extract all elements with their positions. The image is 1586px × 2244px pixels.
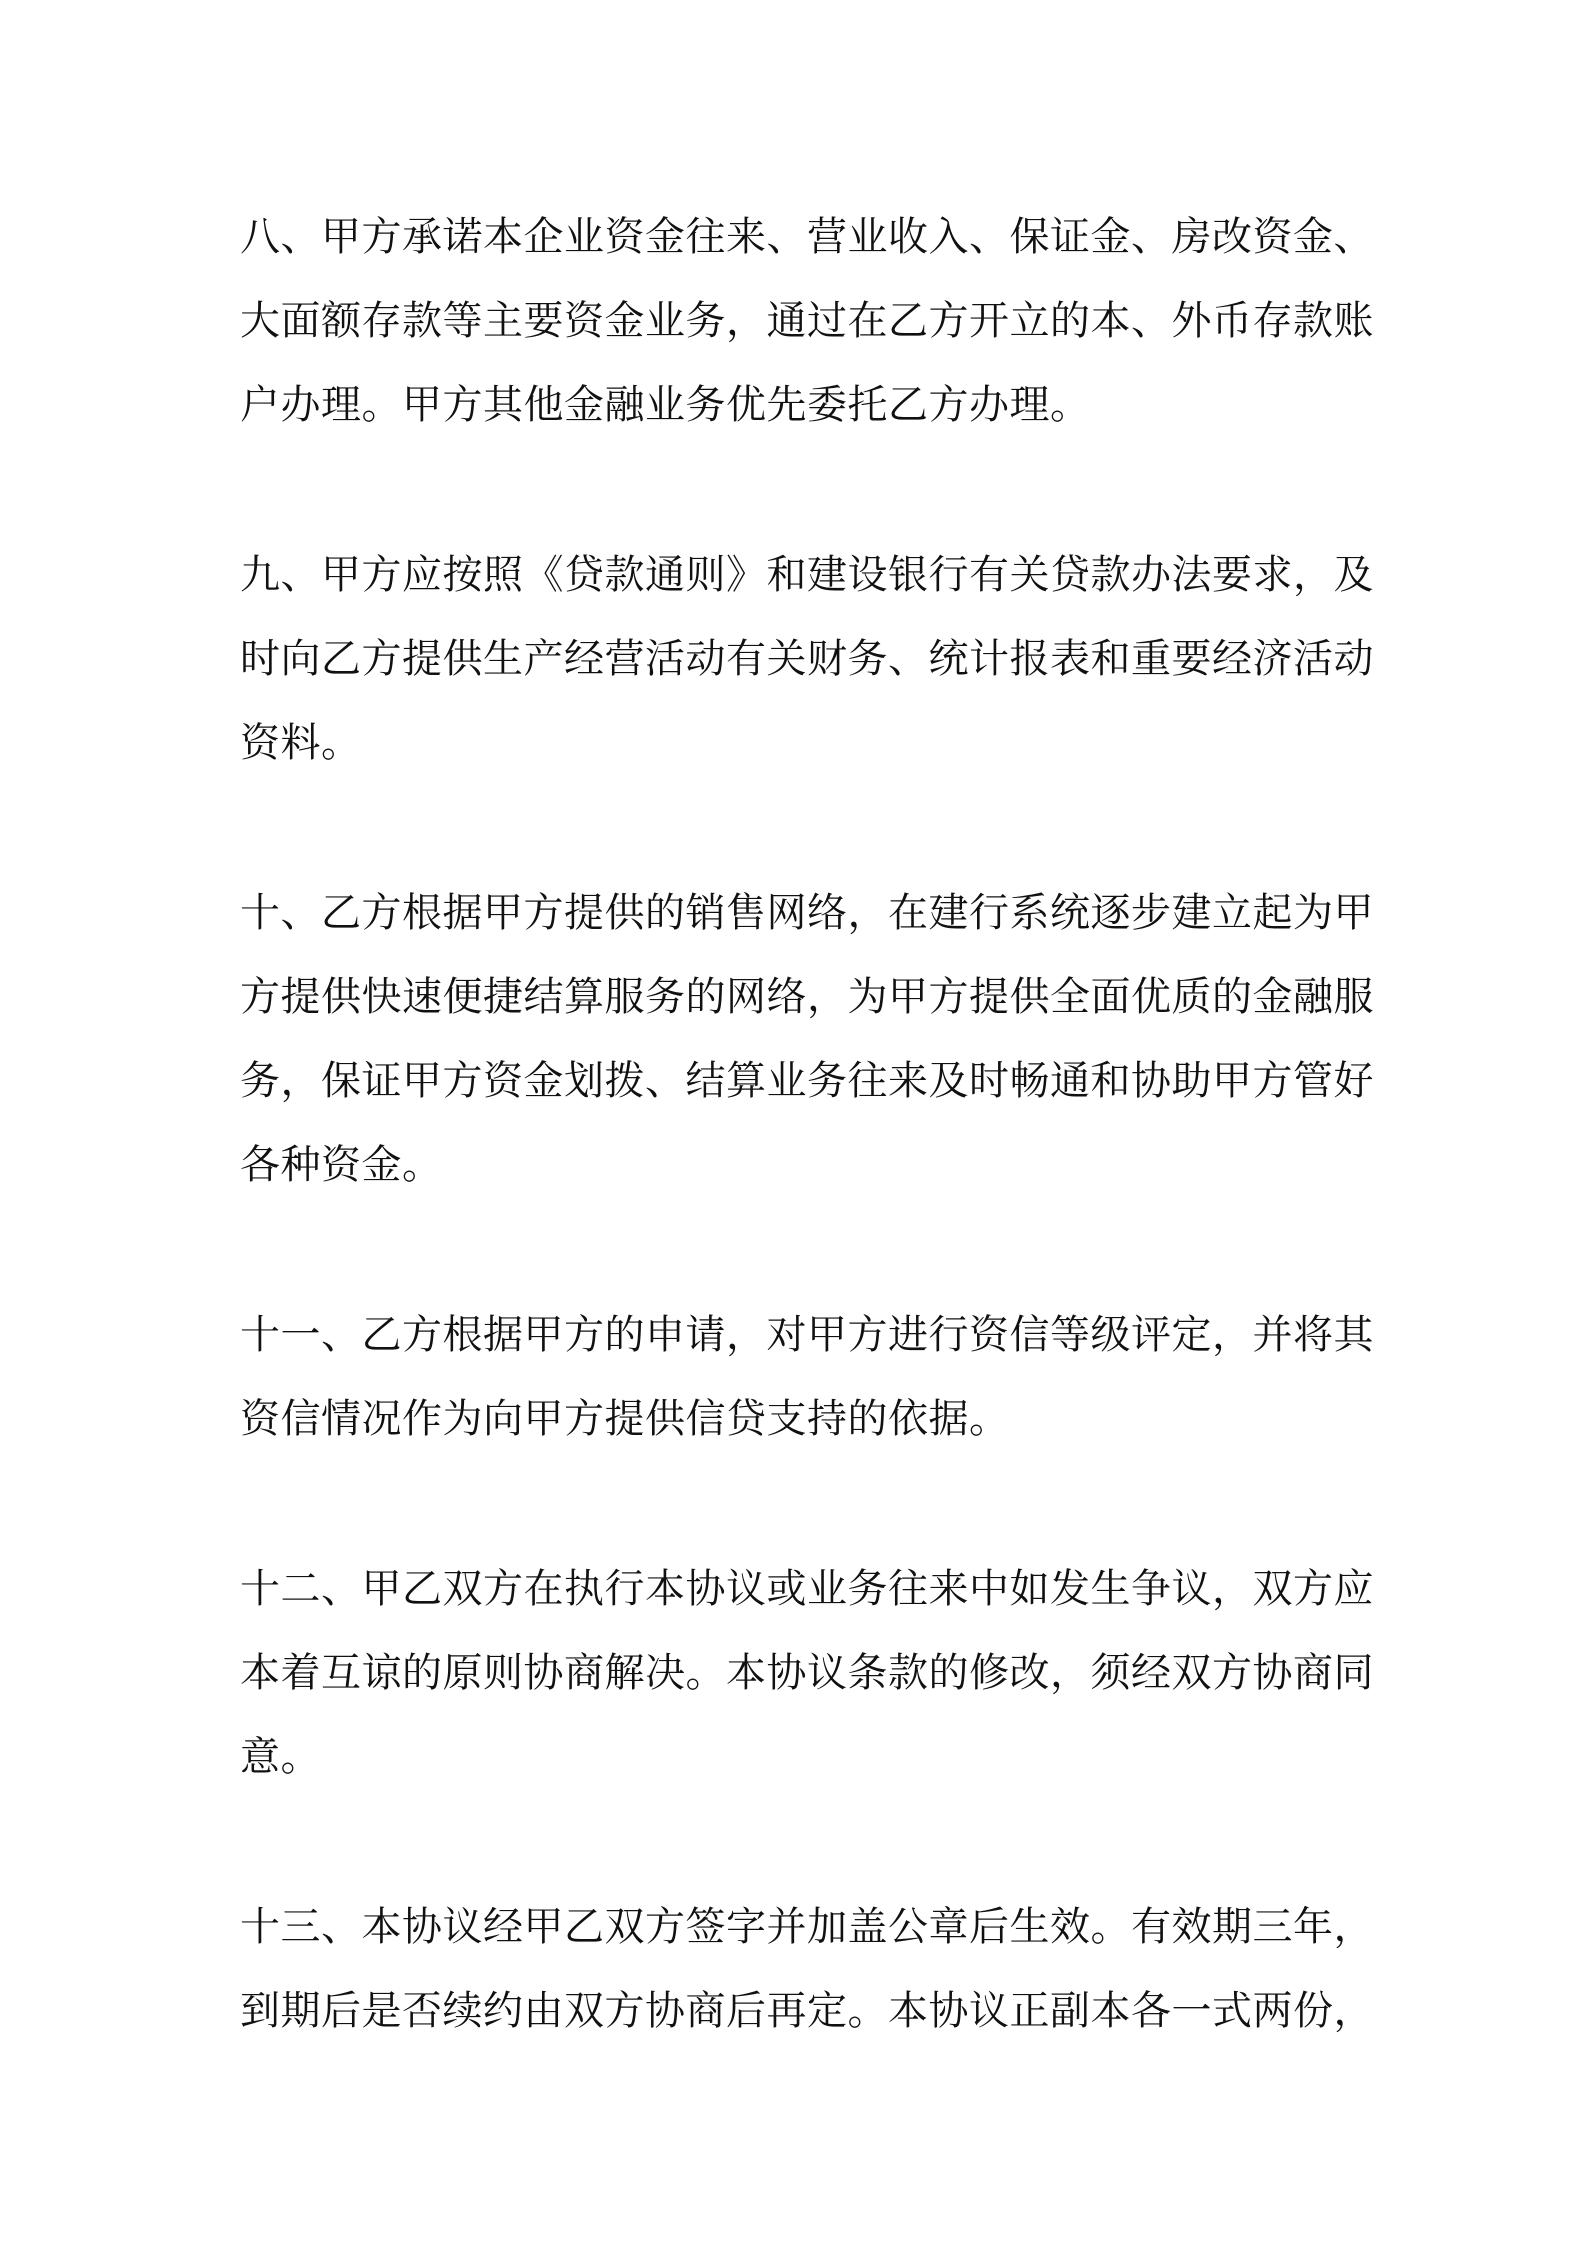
clause-line: 务，保证甲方资金划拨、结算业务往来及时畅通和协助甲方管好 xyxy=(240,1058,1374,1104)
clause-line: 资信情况作为向甲方提供信贷支持的依据。 xyxy=(240,1396,1010,1442)
clause-line: 十一、乙方根据甲方的申请，对甲方进行资信等级评定，并将其 xyxy=(240,1312,1374,1358)
clause-line: 八、甲方承诺本企业资金往来、营业收入、保证金、房改资金、 xyxy=(240,214,1374,260)
clause-line: 时向乙方提供生产经营活动有关财务、统计报表和重要经济活动 xyxy=(240,636,1374,682)
clause-11 xyxy=(240,1293,1374,1461)
clause-line: 各种资金。 xyxy=(240,1142,443,1188)
clause-line: 本着互谅的原则协商解决。本协议条款的修改，须经双方协商同 xyxy=(240,1650,1374,1696)
clause-13 xyxy=(240,1885,1374,2053)
clause-line: 意。 xyxy=(240,1734,321,1780)
clause-line: 大面额存款等主要资金业务，通过在乙方开立的本、外币存款账 xyxy=(240,298,1374,344)
clause-line: 十、乙方根据甲方提供的销售网络，在建行系统逐步建立起为甲 xyxy=(240,890,1374,936)
clause-line: 资料。 xyxy=(240,720,362,766)
document-body xyxy=(240,195,1374,2139)
clause-12 xyxy=(240,1547,1374,1799)
clause-line: 方提供快速便捷结算服务的网络，为甲方提供全面优质的金融服 xyxy=(240,974,1374,1020)
clause-line: 十二、甲乙双方在执行本协议或业务往来中如发生争议，双方应 xyxy=(240,1566,1374,1612)
clause-8 xyxy=(240,195,1374,447)
clause-9 xyxy=(240,533,1374,785)
clause-line: 九、甲方应按照《贷款通则》和建设银行有关贷款办法要求，及 xyxy=(240,552,1374,598)
clause-10 xyxy=(240,871,1374,1207)
clause-line: 十三、本协议经甲乙双方签字并加盖公章后生效。有效期三年， xyxy=(240,1904,1374,1950)
clause-line: 到期后是否续约由双方协商后再定。本协议正副本各一式两份， xyxy=(240,1988,1374,2034)
clause-line: 户办理。甲方其他金融业务优先委托乙方办理。 xyxy=(240,382,1091,428)
